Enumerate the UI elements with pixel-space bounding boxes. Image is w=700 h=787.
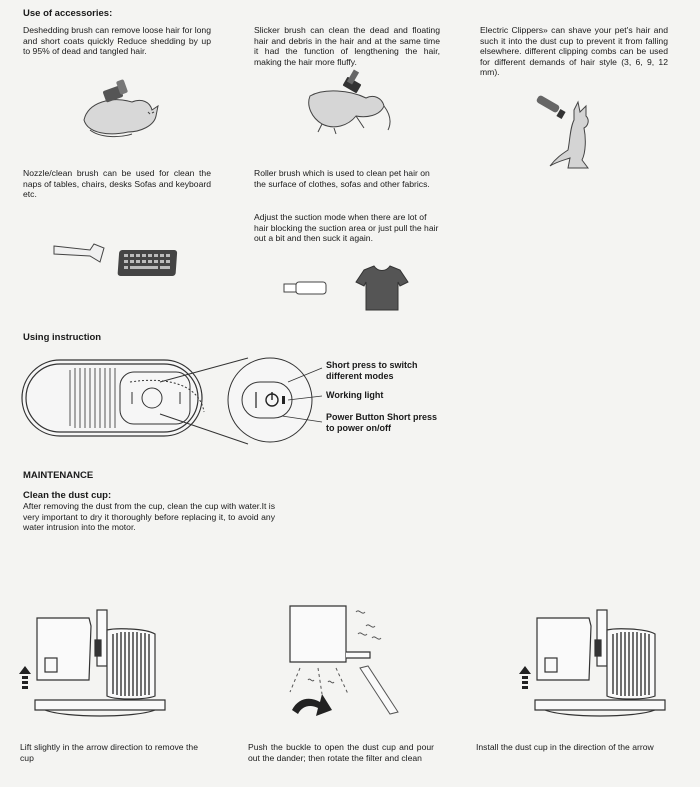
suction-text: Adjust the suction mode when there are lot of hair blocking the suction area or just pull the hair out a bit and then suck it again. bbox=[254, 212, 439, 244]
maintenance-body: After removing the dust from the cup, clean the cup with water.It is very important to dry it thoroughly before replacing it, to avoid any water intrusion into the motor. bbox=[23, 501, 275, 533]
step2-caption: Push the buckle to open the dust cup and pour out the dander; then rotate the filter and clean bbox=[248, 742, 434, 763]
step3-caption: Install the dust cup in the direction of the arrow bbox=[476, 742, 654, 752]
nozzle-text: Nozzle/clean brush can be used for clean the naps of tables, chairs, desks Sofas and keyboard etc. bbox=[23, 168, 211, 200]
nozzle-keyboard-illustration bbox=[50, 240, 190, 280]
slicker-brush-icon bbox=[343, 69, 362, 93]
callout-power-button: Power Button Short press to power on/off bbox=[326, 412, 438, 433]
cat-deshedding-illustration bbox=[70, 80, 165, 142]
install-arrow-icon bbox=[519, 666, 531, 689]
clippers-text: Electric Clippers» can shave your pet's hair and such it into the dust cup to prevent it from falling elsewhere. different clipping combs can be used for different demands of hair style (3, 6, 9, 12 mm). bbox=[480, 25, 668, 78]
roller-text: Roller brush which is used to clean pet hair on the surface of clothes, sofas and other fabrics. bbox=[254, 168, 430, 189]
keyboard-icon bbox=[117, 250, 177, 276]
rotate-arrow-icon bbox=[292, 694, 332, 716]
clean-dust-cup-heading: Clean the dust cup: bbox=[23, 490, 112, 501]
using-heading: Using instruction bbox=[23, 332, 102, 343]
callout-mode-switch: Short press to switch different modes bbox=[326, 360, 418, 381]
slicker-text: Slicker brush can clean the dead and floating hair and debris in the hair and at the same time it had the function of lengthening the hair, making the hair more fluffy. bbox=[254, 25, 440, 67]
dog-clippers-illustration bbox=[530, 98, 610, 178]
up-arrow-icon bbox=[19, 666, 31, 689]
tshirt-icon bbox=[356, 266, 408, 310]
roller-shirt-illustration bbox=[280, 264, 420, 312]
callout-working-light: Working light bbox=[326, 390, 384, 400]
step2-pour-illustration bbox=[270, 598, 420, 733]
step1-caption: Lift slightly in the arrow direction to remove the cup bbox=[20, 742, 198, 763]
roller-brush-icon bbox=[284, 282, 326, 294]
electric-clippers-icon bbox=[536, 95, 566, 119]
maintenance-heading: MAINTENANCE bbox=[23, 470, 94, 481]
device-top-view-diagram bbox=[20, 352, 320, 452]
step3-install-cup-illustration bbox=[515, 600, 665, 728]
working-light-icon bbox=[282, 396, 285, 404]
cat-slicker-illustration bbox=[300, 72, 395, 137]
step1-lift-cup-illustration bbox=[15, 600, 165, 728]
accessories-heading: Use of accessories: bbox=[23, 8, 113, 19]
nozzle-brush-icon bbox=[54, 244, 104, 262]
deshedding-brush-icon bbox=[102, 79, 128, 103]
deshedding-text: Deshedding brush can remove loose hair for long and short coats quickly Reduce shedding by up to 95% of dead and tangled hair. bbox=[23, 25, 211, 57]
